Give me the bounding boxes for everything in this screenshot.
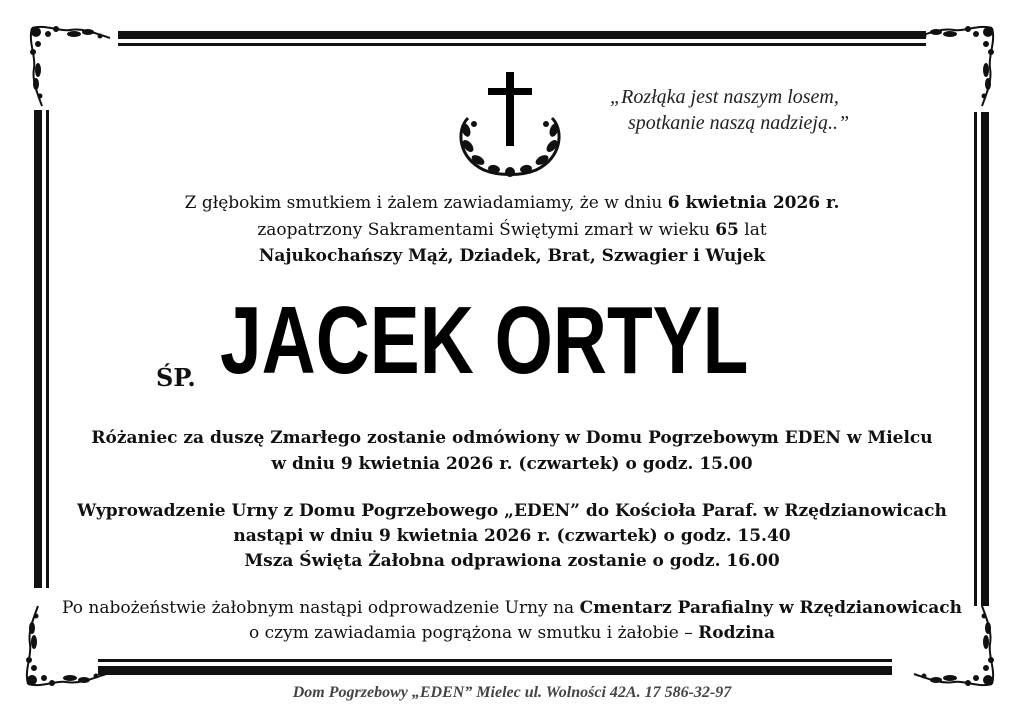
procession-line-3: Msza Święta Żałobna odprawiona zostanie o godz. 16.00 <box>244 551 780 571</box>
funeral-home-footer: Dom Pogrzebowy „EDEN” Mielec ul. Wolności 42A. 17 586-32-97 <box>292 684 732 701</box>
floral-corner-icon <box>26 22 116 112</box>
burial-text: o czym zawiadamia pogrążona w smutku i żałobie – <box>249 623 699 643</box>
family-signature: Rodzina <box>698 623 775 643</box>
age-value: 65 <box>715 220 739 240</box>
age-unit: lat <box>738 220 767 240</box>
burial-line-1 <box>40 596 984 620</box>
rosary-line-1: Różaniec za duszę Zmarłego zostanie odmówiony w Domu Pogrzebowym EDEN w Mielcu <box>91 428 933 448</box>
cemetery-name: Cmentarz Parafialny w Rzędzianowicach <box>579 598 962 618</box>
intro-text: Z głębokim smutkiem i żalem zawiadamiamy, że w dniu <box>184 193 668 213</box>
intro-text: zaopatrzony Sakramentami Świętymi zmarł w wieku <box>257 220 716 240</box>
burial-text: Po nabożeństwie żałobnym nastąpi odprowadzenie Urny na <box>62 598 580 618</box>
border-top-thick <box>118 31 926 39</box>
quote-line-2: spotkanie naszą nadzieją..” <box>628 112 850 134</box>
relations-line: Najukochańszy Mąż, Dziadek, Brat, Szwagier i Wujek <box>258 246 766 266</box>
cross-icon <box>448 68 572 180</box>
border-bottom-thin <box>98 659 892 662</box>
name-prefix: ŚP. <box>156 363 196 392</box>
border-top-thin <box>118 43 926 46</box>
deceased-name: JACEK ORTYL <box>220 287 749 394</box>
border-bottom-thick <box>98 666 892 675</box>
procession-line-2: nastąpi w dniu 9 kwietnia 2026 r. (czwartek) o godz. 15.40 <box>233 526 791 546</box>
rosary-line-2: w dniu 9 kwietnia 2026 r. (czwartek) o godz. 15.00 <box>271 454 753 474</box>
procession-line-1: Wyprowadzenie Urny z Domu Pogrzebowego „EDEN” do Kościoła Paraf. w Rzędzianowicach <box>77 501 947 521</box>
floral-corner-icon <box>908 22 998 112</box>
epitaph-quote <box>610 84 920 136</box>
death-date: 6 kwietnia 2026 r. <box>667 193 840 213</box>
intro-line-1 <box>40 191 984 215</box>
intro-line-2 <box>40 218 984 242</box>
burial-line-2 <box>40 621 984 645</box>
quote-line-1: „Rozłąka jest naszym losem, <box>610 86 839 108</box>
